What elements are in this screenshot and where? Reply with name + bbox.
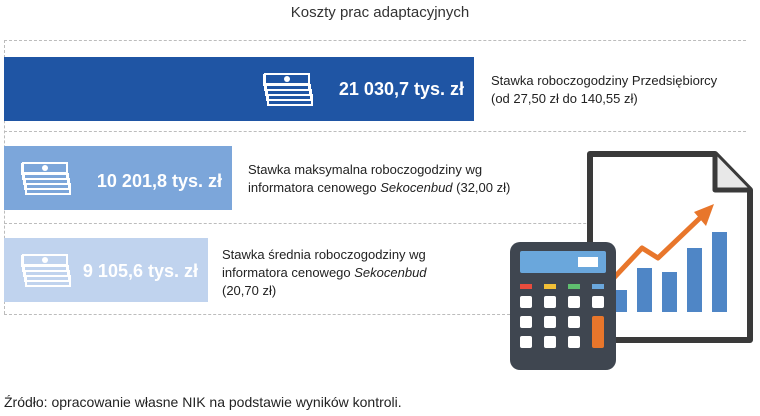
money-stack-icon — [20, 160, 74, 201]
source-note: Źródło: opracowanie własne NIK na podstawie wyników kontroli. — [4, 394, 402, 410]
bar-value-label: 10 201,8 tys. zł — [96, 171, 222, 191]
money-stack-icon — [262, 71, 316, 112]
desc-text: informatora cenowego — [222, 265, 355, 280]
bar-description — [222, 246, 427, 300]
chart-title: Koszty prac adaptacyjnych — [290, 4, 470, 21]
bar-value-label: 21 030,7 tys. zł — [338, 79, 464, 99]
divider — [4, 131, 746, 132]
desc-line: Stawka roboczogodziny Przedsiębiorcy — [491, 73, 718, 88]
divider — [4, 314, 510, 315]
desc-line — [222, 264, 427, 282]
bar-value-label: 9 105,6 tys. zł — [82, 261, 198, 281]
money-stack-icon — [20, 252, 74, 293]
desc-line: Stawka maksymalna roboczogodziny wg — [248, 162, 483, 177]
divider — [4, 40, 746, 41]
bar-description — [248, 161, 510, 197]
desc-italic: Sekocenbud — [380, 180, 453, 195]
desc-line — [248, 179, 510, 197]
desc-italic: Sekocenbud — [354, 265, 427, 280]
calculator-and-growth-chart-icon — [510, 150, 755, 375]
desc-line: (od 27,50 zł do 140,55 zł) — [491, 91, 638, 106]
desc-text: (32,00 zł) — [452, 180, 511, 195]
calculator-icon — [510, 242, 616, 370]
desc-line: Stawka średnia roboczogodziny wg — [222, 247, 426, 262]
desc-line: (20,70 zł) — [222, 283, 277, 298]
bar-description — [491, 72, 717, 108]
desc-text: informatora cenowego — [248, 180, 381, 195]
